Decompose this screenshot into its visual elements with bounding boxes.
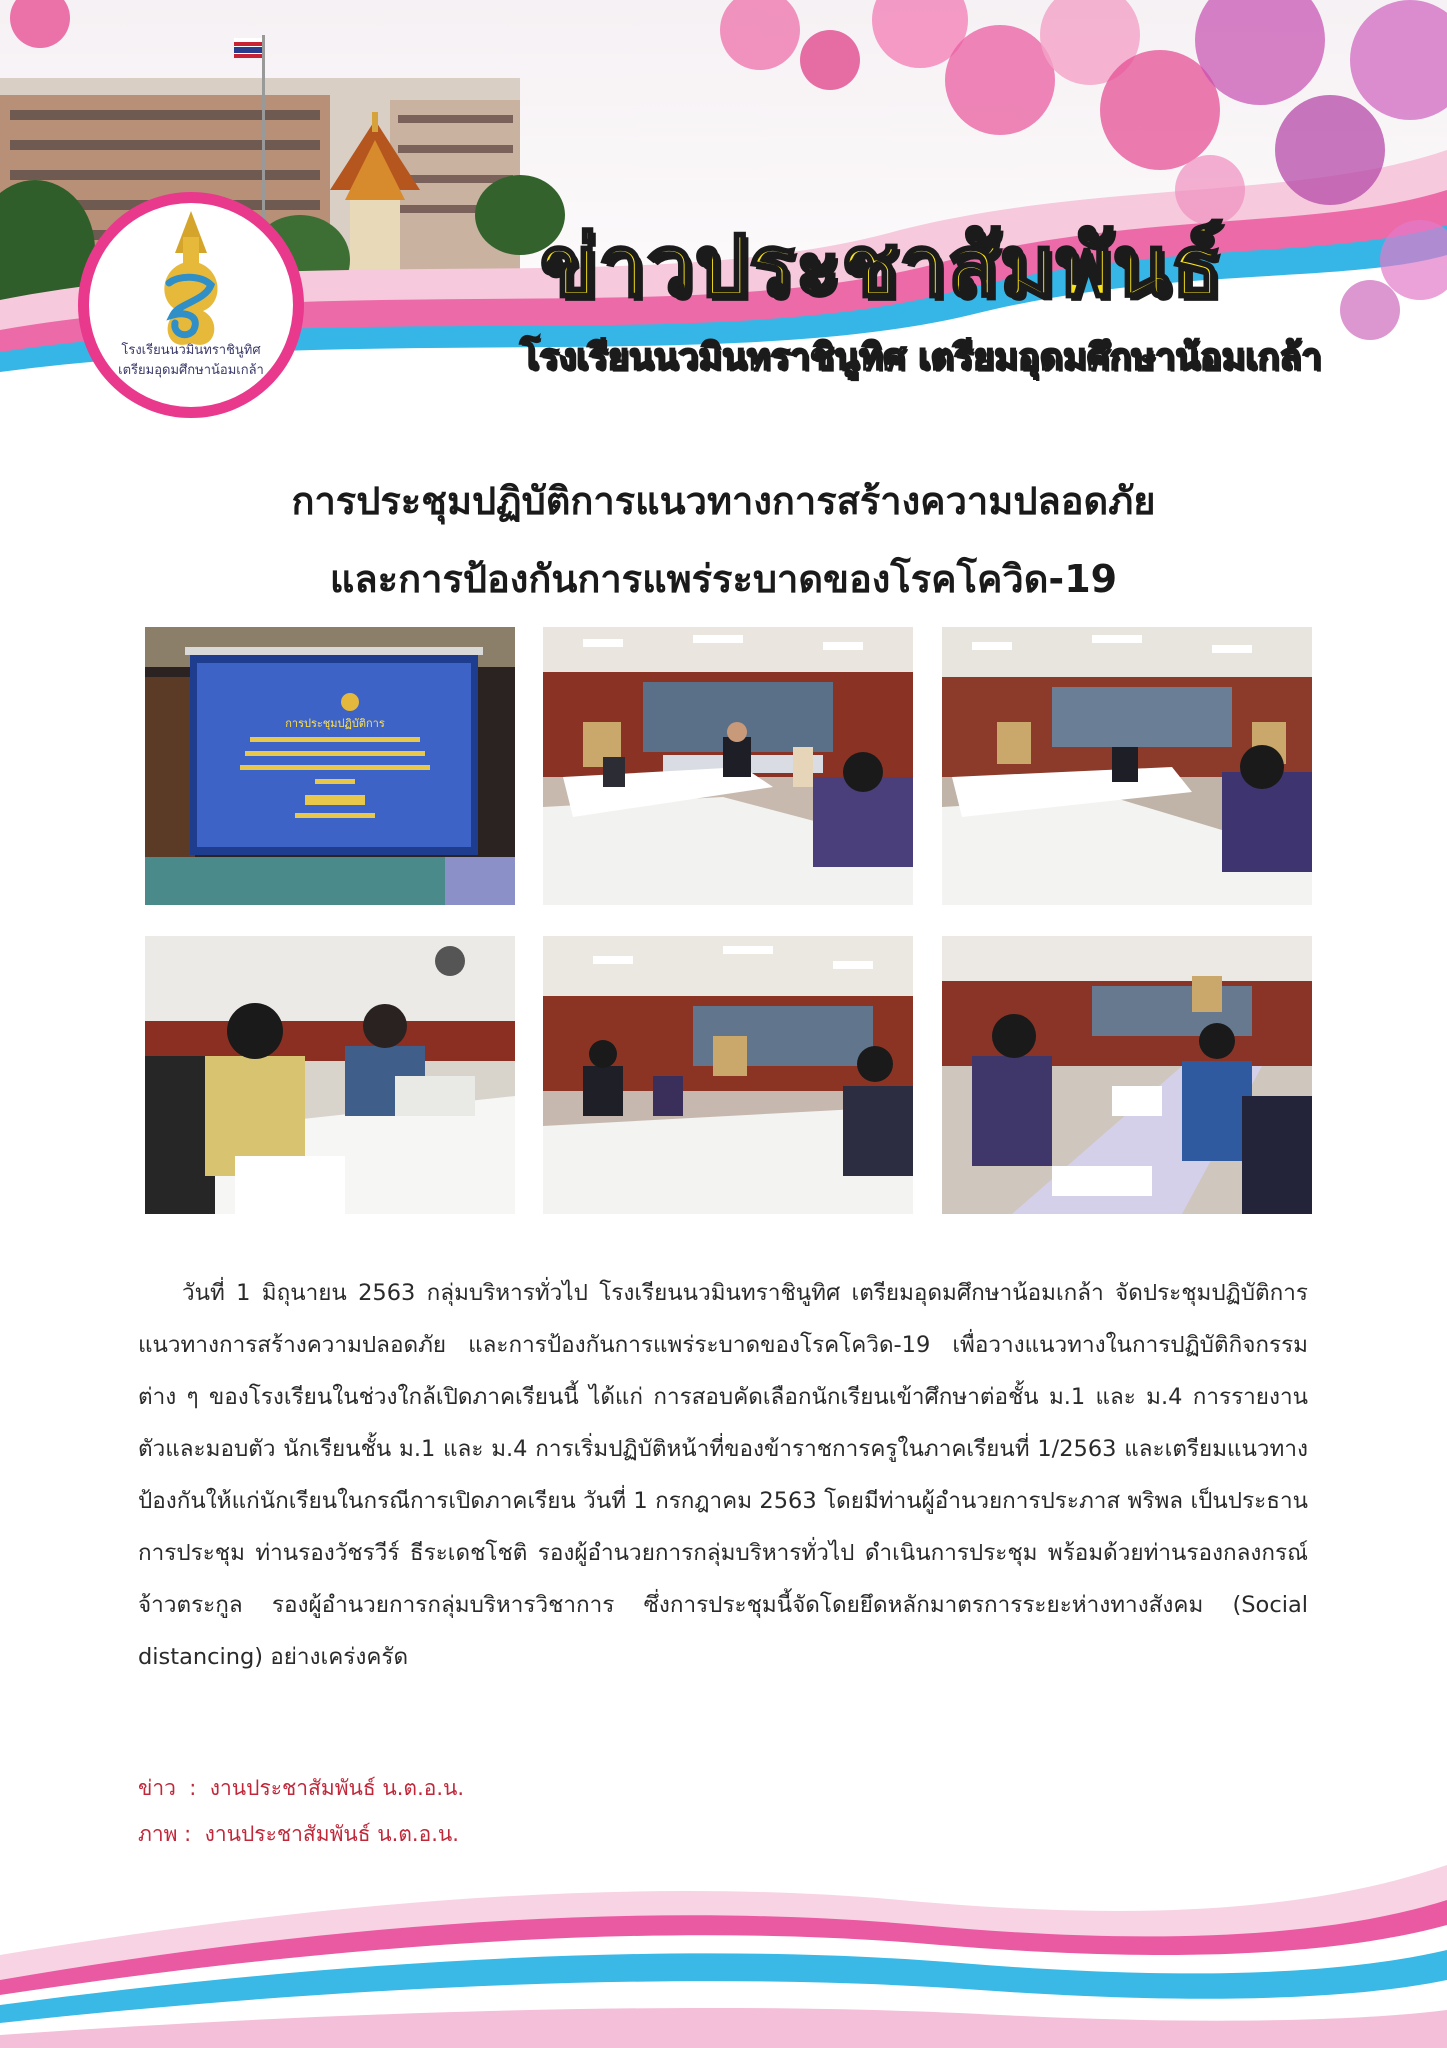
article-body: วันที่ 1 มิถุนายน 2563 กลุ่มบริหารทั่วไป โรงเรียนนวมินทราชินูทิศ เตรียมอุดมศึกษาน้อมเกล้า จัดประชุมปฏิบัติการแนวทางการสร้างความปลอดภัย และการป้องกันการแพร่ระบาดของโรคโควิด-19 เพื่อวางแนวทางในการปฏิบัติกิจกรรมต่าง ๆ ของโรงเรียนในช่วงใกล้เปิดภาคเรียนนี้ ได้แก่ การสอบคัดเลือกนักเรียนเข้าศึกษาต่อชั้น ม.1 และ ม.4 การรายงานตัวและมอบตัว นักเรียนชั้น ม.1 และ ม.4 การเริ่มปฏิบัติหน้าที่ของข้าราชการครูในภาคเรียนที่ 1/2563 และเตรียมแนวทางป้องกันให้แก่นักเรียนในกรณีการเปิดภาคเรียน วันที่ 1 กรกฎาคม 2563 โดยมีท่านผู้อำนวยการประภาส พริพล เป็นประธานการประชุม ท่านรองวัชรวีร์ ธีระเดชโชติ รองผู้อำนวยการกลุ่มบริหารทั่วไป ดำเนินการประชุม พร้อมด้วยท่านรองกลงกรณ์ จ้าวตระกูล รองผู้อำนวยการกลุ่มบริหารวิชาการ ซึ่งการประชุมนี้จัดโดยยึดหลักมาตรการระยะห่างทางสังคม (Social distancing) อย่างเคร่งครัด xyxy=(138,1280,1308,1670)
photo-meeting-room-2 xyxy=(942,627,1312,905)
photo-credit: ภาพ : งานประชาสัมพันธ์ น.ต.อ.น. xyxy=(138,1822,459,1846)
photo-projector-screen xyxy=(145,627,515,905)
article-title-line2: และการป้องกันการแพร่ระบาดของโรคโควิด-19 xyxy=(329,557,1118,601)
screen-title: การประชุมปฏิบัติการ xyxy=(285,717,385,730)
photo-meeting-room-3 xyxy=(543,936,913,1214)
header-banner xyxy=(0,0,1447,445)
news-credit: ข่าว : งานประชาสัมพันธ์ น.ต.อ.น. xyxy=(138,1776,465,1800)
school-logo xyxy=(78,192,304,418)
article-title-line1: การประชุมปฏิบัติการแนวทางการสร้างความปลอดภัย xyxy=(291,479,1156,523)
logo-text-line1: โรงเรียนนวมินทราชินูทิศ xyxy=(121,343,261,358)
photo-meeting-room-1 xyxy=(543,627,913,905)
photo-table-closeup xyxy=(145,936,515,1214)
logo-text-line2: เตรียมอุดมศึกษาน้อมเกล้า xyxy=(118,363,264,378)
photo-table-side xyxy=(942,936,1312,1214)
headline: ข่าวประชาสัมพันธ์ xyxy=(540,217,1224,315)
footer-waves xyxy=(0,1845,1447,2048)
footer-wave-decoration xyxy=(0,1845,1447,2048)
subheadline: โรงเรียนนวมินทราชินูทิศ เตรียมอุดมศึกษาน้อมเกล้า xyxy=(520,337,1322,378)
